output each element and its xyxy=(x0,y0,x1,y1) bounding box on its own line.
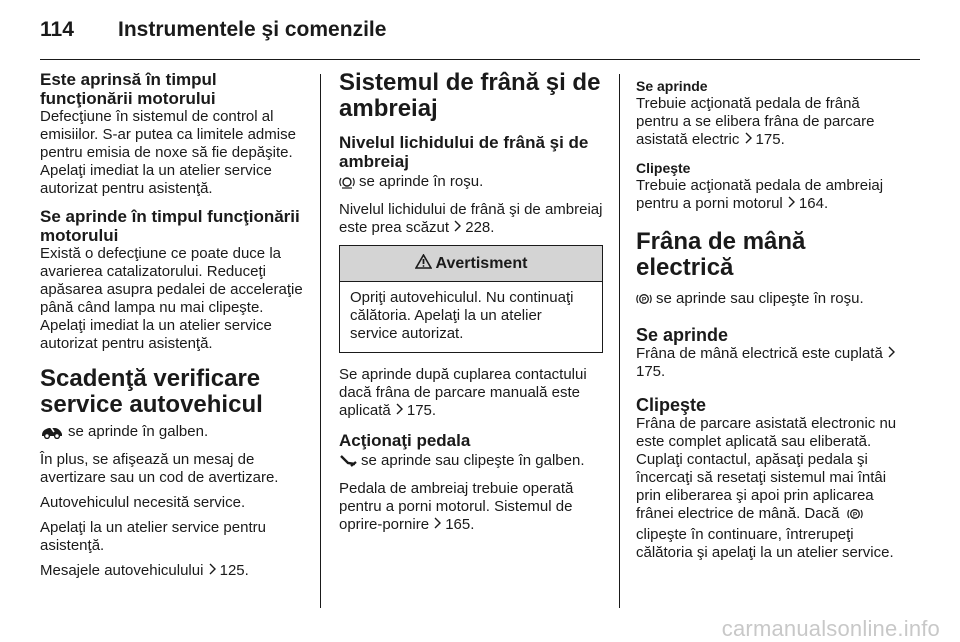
parking-brake-icon xyxy=(847,507,863,526)
body-text: Frâna de mână electrică este cuplată 175. xyxy=(636,345,906,381)
column-divider xyxy=(619,74,620,608)
body-text: se aprinde în galben. xyxy=(40,423,308,444)
section-title: Scadenţă verificare service autovehicul xyxy=(40,365,263,418)
section-title: Sistemul de frână şi de ambreiaj xyxy=(339,69,601,122)
column-divider xyxy=(320,74,321,608)
page-reference-icon xyxy=(208,562,217,576)
body-text: Apelaţi la un atelier service pentru asistenţă. xyxy=(40,519,266,554)
page-reference-icon xyxy=(787,195,796,209)
parking-brake-icon xyxy=(636,292,652,311)
body-text: Frâna de parcare asistată electronic nu este complet aplicată sau eliberată. Cuplaţi contactul, apăsaţi pedala şi încercaţi să resetaţi sistemul mai întâi prin eliberarea şi apoi prin aplicarea frânei electrice de mână. Dacă P clipeşte în continuare, întrerupeţi călătoria şi apelaţi la un atelier service. xyxy=(636,415,897,561)
section-title: Frâna de mână electrică xyxy=(636,228,806,281)
page-reference[interactable]: 164. xyxy=(798,195,829,212)
page-reference[interactable]: 125. xyxy=(219,562,249,579)
body-text: P se aprinde sau clipeşte în roşu. xyxy=(636,290,906,311)
page-reference[interactable]: 228. xyxy=(465,219,495,236)
body-text: Mesajele autovehiculului 125. xyxy=(40,562,249,579)
body-text: În plus, se afişează un mesaj de avertizare sau un cod de avertizare. xyxy=(40,451,279,486)
subsection-heading: Clipeşte xyxy=(636,160,691,176)
page-number: 114 xyxy=(40,18,74,41)
body-text: Trebuie acţionată pedala de frână pentru a se elibera frâna de parcare asistată electric 175. xyxy=(636,95,875,148)
subsection-heading: Se aprinde xyxy=(636,78,708,94)
warning-header: Avertisment xyxy=(340,246,602,282)
warning-box xyxy=(339,245,603,353)
section-heading: Acţionaţi pedala xyxy=(339,431,471,450)
body-text: Există o defecţiune ce poate duce la avarierea catalizatorului. Reduceţi apăsarea asupra pedalei de acceleraţie până când lampa nu mai clipeşte. Apelaţi imediat la un atelier service autorizat pentru asistenţă. xyxy=(40,245,303,352)
section-heading: Este aprinsă în timpul funcţionării motorului xyxy=(40,70,217,108)
column-1 xyxy=(40,70,308,580)
body-text: Defecţiune în sistemul de control al emisiilor. S-ar putea ca limitele admise pentru emisia de noxe să fie depăşite. Apelaţi imediat la un atelier service autorizat pentru asistenţă. xyxy=(40,108,296,197)
column-2 xyxy=(339,70,603,534)
page-reference-icon xyxy=(887,345,896,359)
car-service-icon xyxy=(40,425,64,444)
page-header xyxy=(40,18,920,60)
body-text: Trebuie acţionată pedala de ambreiaj pentru a porni motorul 164. xyxy=(636,177,884,212)
page-reference-icon xyxy=(453,219,462,233)
page-reference-icon xyxy=(744,131,753,145)
warning-triangle-icon xyxy=(415,254,432,274)
page-reference[interactable]: 175. xyxy=(406,402,437,419)
section-heading: Se aprinde xyxy=(636,325,729,345)
warning-body: Opriţi autovehiculul. Nu continuaţi călătoria. Apelaţi la un atelier service autorizat. xyxy=(350,289,574,342)
page-reference[interactable]: 175. xyxy=(636,363,666,380)
header-rule xyxy=(40,59,920,60)
svg-text:P: P xyxy=(852,511,857,519)
section-heading: Clipeşte xyxy=(636,395,707,415)
body-text: Pedala de ambreiaj trebuie operată pentru a porni motorul. Sistemul de oprire-pornire 165. xyxy=(339,480,574,533)
body-text: se aprinde în roşu. xyxy=(339,173,603,194)
page-reference[interactable]: 165. xyxy=(445,516,475,533)
watermark: carmanualsonline.info xyxy=(721,616,940,641)
page-reference[interactable]: 175. xyxy=(755,131,785,148)
body-text: se aprinde sau clipeşte în galben. xyxy=(339,452,603,473)
page-reference-icon xyxy=(395,402,404,416)
svg-text:P: P xyxy=(641,296,647,304)
body-text: Autovehiculul necesită service. xyxy=(40,494,246,511)
body-text: Nivelul lichidului de frână şi de ambreiaj este prea scăzut 228. xyxy=(339,201,603,236)
body-text: Se aprinde după cuplarea contactului dacă frâna de parcare manuală este aplicată 175. xyxy=(339,366,587,419)
brake-fluid-icon xyxy=(339,175,355,194)
page-reference-icon xyxy=(433,516,442,530)
section-heading: Se aprinde în timpul funcţionării motorului xyxy=(40,207,300,245)
column-3 xyxy=(636,70,906,562)
clutch-pedal-icon xyxy=(339,454,357,473)
chapter-title: Instrumentele şi comenzile xyxy=(118,18,387,41)
section-heading: Nivelul lichidului de frână şi de ambreiaj xyxy=(339,133,589,171)
